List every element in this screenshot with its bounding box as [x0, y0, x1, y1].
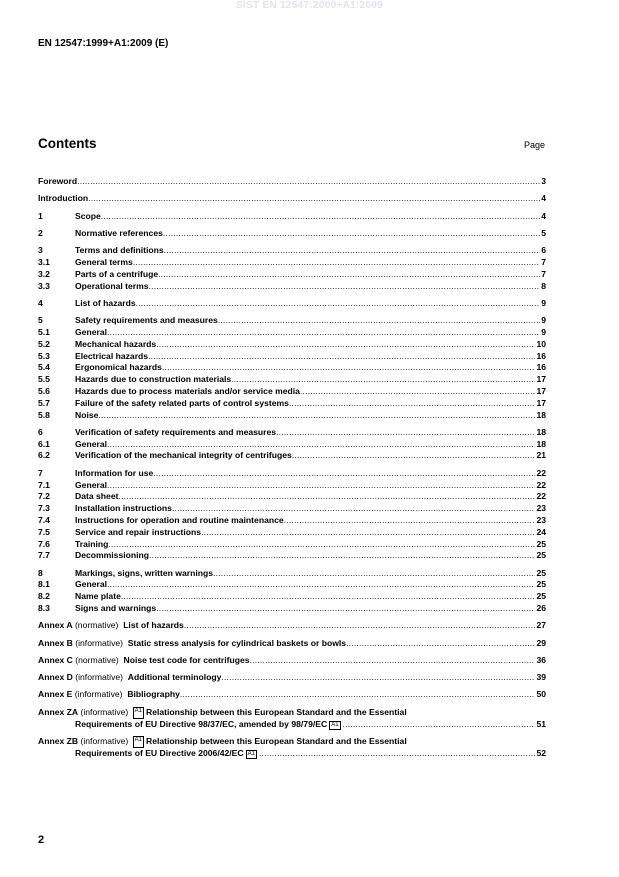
dot-leader: [107, 579, 535, 591]
dot-leader: [107, 480, 535, 492]
toc-page-number: 21: [536, 450, 546, 461]
toc-entry[interactable]: [38, 468, 546, 480]
annex-kind: (informative): [75, 672, 124, 683]
toc-clause-title: General terms: [75, 256, 133, 267]
toc-entry[interactable]: [38, 568, 546, 580]
toc-page-number: 25: [536, 591, 546, 602]
toc-clause-title: Electrical hazards: [75, 350, 149, 361]
annex-label: Annex E: [38, 689, 73, 700]
amendment-start-marker: A1: [133, 707, 144, 719]
toc-clause-number: 8.2: [38, 591, 50, 602]
toc-clause-title: Foreword: [38, 176, 78, 186]
toc-entry[interactable]: [38, 480, 546, 492]
toc-clause-title: Instructions for operation and routine maintenance: [75, 514, 284, 525]
toc-clause-title: Safety requirements and measures: [75, 315, 218, 326]
toc-clause-number: 5.7: [38, 397, 50, 408]
toc-page-number: 23: [536, 514, 546, 525]
document-identifier: EN 12547:1999+A1:2009 (E): [38, 38, 169, 49]
toc-clause-title: Operational terms: [75, 280, 149, 291]
dot-leader: [108, 539, 535, 551]
annex-title: Additional terminology: [127, 672, 222, 683]
toc-clause-number: 7.3: [38, 503, 50, 514]
annex-title-line-1: Relationship between this European Standard and the Essential: [146, 706, 407, 717]
toc-clause-number: 3: [38, 245, 43, 256]
toc-page-number: 18: [536, 426, 546, 437]
toc-clause-title: Service and repair instructions: [75, 526, 202, 537]
contents-heading: Contents: [38, 136, 97, 151]
toc-clause-title: Installation instructions: [75, 503, 172, 514]
annex-title-line-2: Requirements of EU Directive 2006/42/EC: [75, 747, 244, 758]
dot-leader: [158, 269, 540, 281]
toc-page-number: 50: [536, 689, 546, 700]
toc-clause-number: 6.2: [38, 450, 50, 461]
annex-title: List of hazards: [123, 620, 184, 631]
toc-clause-number: 8.3: [38, 603, 50, 613]
toc-page-number: 5: [541, 227, 546, 238]
toc-entry[interactable]: [38, 539, 546, 551]
dot-leader: [292, 450, 536, 462]
toc-entry[interactable]: [38, 398, 546, 410]
toc-page-number: 4: [541, 210, 546, 221]
toc-page-number: 16: [536, 362, 546, 373]
annex-label: Annex ZB: [38, 735, 79, 746]
toc-page-number: 7: [541, 268, 546, 279]
dot-leader: [133, 257, 540, 269]
dot-leader: [276, 427, 535, 439]
annex-kind: (informative): [74, 689, 123, 700]
dot-leader: [149, 281, 541, 293]
dot-leader: [163, 228, 540, 240]
toc-entry-annex[interactable]: [38, 620, 546, 632]
toc-entry[interactable]: [38, 374, 546, 386]
toc-entry[interactable]: [38, 450, 546, 462]
dot-leader: [118, 491, 535, 503]
toc-clause-number: 4: [38, 297, 43, 308]
toc-clause-number: 5.5: [38, 374, 50, 385]
dot-leader: [149, 550, 535, 562]
toc-clause-number: 7.6: [38, 538, 50, 549]
toc-page-number: 3: [541, 176, 546, 186]
toc-page-number: 17: [536, 397, 546, 408]
toc-page-number: 25: [536, 538, 546, 549]
toc-entry[interactable]: [38, 591, 546, 603]
dot-leader: [300, 386, 535, 398]
dot-leader: [213, 568, 535, 580]
toc-annex-list: [38, 620, 546, 701]
toc-clause-number: 5.4: [38, 362, 50, 373]
dot-leader: [107, 439, 535, 451]
toc-entry[interactable]: [38, 281, 546, 293]
toc-entry[interactable]: [38, 427, 546, 439]
toc-entry[interactable]: [38, 228, 546, 240]
toc-page-number: 27: [536, 620, 546, 631]
toc-page-number: 25: [536, 567, 546, 578]
amendment-end-marker: A1: [331, 722, 339, 729]
dot-leader: [180, 689, 536, 701]
toc-entry[interactable]: [38, 386, 546, 398]
annex-kind: (informative): [75, 637, 124, 648]
toc-clause-title: Decommissioning: [75, 550, 150, 561]
toc-page-number: 39: [536, 672, 546, 683]
toc-entry[interactable]: [38, 193, 546, 205]
annex-title: Noise test code for centrifuges: [123, 654, 250, 665]
dot-leader: [284, 515, 536, 527]
toc-entry[interactable]: [38, 603, 546, 615]
toc-clause-title: Ergonomical hazards: [75, 362, 162, 373]
toc-clause-number: 5.2: [38, 338, 50, 349]
toc-clause-number: 3.2: [38, 268, 50, 279]
toc-page-number: 36: [536, 654, 546, 665]
toc-page-number: 8: [541, 280, 546, 291]
dot-leader: [250, 655, 536, 667]
toc-page-number: 24: [536, 526, 546, 537]
toc-clause-title: General: [75, 326, 108, 337]
toc-page-number: 16: [536, 350, 546, 361]
toc-clause-number: 1: [38, 210, 43, 221]
annex-kind: (normative): [74, 620, 119, 631]
toc-clause-number: 3.3: [38, 280, 50, 291]
dot-leader: [346, 638, 535, 650]
toc-clause-number: 5: [38, 315, 43, 326]
toc-clause-number: 7.5: [38, 526, 50, 537]
amendment-start-marker: A1: [133, 736, 144, 748]
dot-leader: [107, 327, 540, 339]
toc-page-number: 18: [536, 409, 546, 420]
toc-clause-title: Normative references: [75, 227, 163, 238]
annex-kind: (informative): [80, 735, 129, 746]
annex-label: Annex B: [38, 637, 73, 648]
toc-page-number: 25: [536, 579, 546, 590]
toc-entry-annex[interactable]: [38, 655, 546, 667]
toc-page-number: 51: [536, 718, 546, 729]
toc-clause-number: 6: [38, 426, 43, 437]
toc-clause-title: Signs and warnings: [75, 603, 157, 613]
toc-page-number: 7: [541, 256, 546, 267]
toc-entry[interactable]: [38, 211, 546, 223]
toc-page-number: 17: [536, 385, 546, 396]
dot-leader: [343, 719, 536, 731]
toc-clause-title: Training: [75, 538, 109, 549]
dot-leader: [289, 398, 535, 410]
dot-leader: [231, 374, 535, 386]
dot-leader: [221, 672, 535, 684]
annex-kind: (informative): [80, 706, 129, 717]
dot-leader: [259, 748, 535, 760]
toc-page-number: 4: [541, 193, 546, 204]
toc-entry[interactable]: [38, 503, 546, 515]
toc-clause-title: Parts of a centrifuge: [75, 268, 159, 279]
toc-entry-annex-za[interactable]: [38, 707, 546, 731]
toc-entry-annex[interactable]: [38, 689, 546, 701]
toc-clause-title: General: [75, 438, 108, 449]
table-of-contents: [38, 176, 546, 759]
toc-entry[interactable]: [38, 315, 546, 327]
toc-page-number: 22: [536, 467, 546, 478]
watermark: SIST EN 12547:2000+A1:2009: [235, 0, 384, 11]
dot-leader: [184, 620, 536, 632]
toc-clause-number: 7.4: [38, 514, 50, 525]
toc-entry[interactable]: [38, 527, 546, 539]
toc-page-number: 25: [536, 550, 546, 561]
page-number: 2: [38, 834, 45, 846]
toc-clause-number: 5.8: [38, 409, 50, 420]
toc-entry[interactable]: [38, 410, 546, 422]
dot-leader: [98, 410, 535, 422]
toc-clause-title: Noise: [75, 409, 99, 420]
annex-title-line-1: Relationship between this European Standard and the Essential: [146, 735, 407, 746]
toc-page-number: 23: [536, 503, 546, 514]
dot-leader: [77, 176, 540, 188]
toc-entry-annex-zb[interactable]: [38, 736, 546, 760]
annex-title-line-2: Requirements of EU Directive 98/37/EC, amended by 98/79/EC: [75, 718, 328, 729]
toc-page-number: 22: [536, 491, 546, 502]
dot-leader: [153, 468, 535, 480]
toc-entry[interactable]: [38, 327, 546, 339]
toc-clause-title: Mechanical hazards: [75, 338, 157, 349]
toc-clause-title: Name plate: [75, 591, 121, 602]
toc-page-number: 9: [541, 297, 546, 308]
toc-page-number: 52: [536, 747, 546, 758]
toc-clause-title: Information for use: [75, 467, 154, 478]
toc-page-number: 18: [536, 438, 546, 449]
toc-clause-number: 2: [38, 227, 43, 238]
toc-clause-number: 6.1: [38, 438, 50, 449]
toc-clause-title: Terms and definitions: [75, 245, 164, 256]
toc-entry[interactable]: [38, 269, 546, 281]
annex-label: Annex ZA: [38, 706, 79, 717]
annex-label: Annex D: [38, 672, 73, 683]
toc-clause-title: List of hazards: [75, 297, 136, 308]
toc-page-number: 6: [541, 245, 546, 256]
dot-leader: [156, 603, 535, 615]
toc-clause-number: 7: [38, 467, 43, 478]
dot-leader: [201, 527, 535, 539]
dot-leader: [218, 315, 540, 327]
toc-page-number: 29: [536, 637, 546, 648]
toc-clause-number: 7.2: [38, 491, 50, 502]
dot-leader: [148, 351, 535, 363]
toc-entry[interactable]: [38, 257, 546, 269]
toc-clause-title: Failure of the safety related parts of control systems: [75, 397, 289, 408]
toc-clause-title: Data sheet: [75, 491, 119, 502]
dot-leader: [136, 298, 541, 310]
toc-clause-title: General: [75, 579, 108, 590]
annex-kind: (normative): [75, 654, 119, 665]
toc-entry[interactable]: [38, 550, 546, 562]
page-column-label: Page: [523, 140, 545, 150]
toc-entry-annex[interactable]: [38, 672, 546, 684]
toc-clause-list: [38, 176, 546, 615]
toc-clause-number: 3.1: [38, 256, 50, 267]
dot-leader: [101, 211, 540, 223]
toc-page-number: 26: [536, 603, 546, 613]
toc-clause-title: Verification of the mechanical integrity of centrifuges: [75, 450, 292, 461]
toc-clause-title: Markings, signs, written warnings: [75, 567, 214, 578]
toc-clause-number: 5.6: [38, 385, 50, 396]
toc-page-number: 10: [536, 338, 546, 349]
toc-clause-number: 7.7: [38, 550, 50, 561]
toc-entry[interactable]: [38, 245, 546, 257]
annex-title: Static stress analysis for cylindrical baskets or bowls: [127, 637, 347, 648]
toc-clause-title: Introduction: [38, 193, 89, 204]
dot-leader: [88, 193, 540, 205]
toc-page-number: 9: [541, 315, 546, 326]
toc-entry[interactable]: [38, 515, 546, 527]
toc-clause-number: 8.1: [38, 579, 50, 590]
toc-page-number: 22: [536, 479, 546, 490]
toc-entry[interactable]: [38, 439, 546, 451]
dot-leader: [172, 503, 536, 515]
toc-entry[interactable]: [38, 298, 546, 310]
toc-clause-title: Hazards due to construction materials: [75, 374, 232, 385]
annex-label: Annex C: [38, 654, 73, 665]
toc-page-number: 17: [536, 374, 546, 385]
toc-entry[interactable]: [38, 362, 546, 374]
amendment-end-marker: A1: [247, 751, 255, 758]
toc-entry[interactable]: [38, 339, 546, 351]
toc-clause-title: Scope: [75, 210, 101, 221]
annex-label: Annex A: [38, 620, 73, 631]
toc-clause-number: 7.1: [38, 479, 50, 490]
toc-entry[interactable]: [38, 351, 546, 363]
toc-page-number: 9: [541, 326, 546, 337]
toc-entry[interactable]: [38, 579, 546, 591]
annex-title: Bibliography: [127, 689, 180, 700]
toc-clause-title: General: [75, 479, 108, 490]
dot-leader: [162, 362, 536, 374]
toc-clause-number: 5.3: [38, 350, 50, 361]
dot-leader: [121, 591, 536, 603]
dot-leader: [156, 339, 535, 351]
toc-entry[interactable]: [38, 491, 546, 503]
toc-entry[interactable]: [38, 176, 546, 188]
toc-clause-title: Verification of safety requirements and measures: [75, 426, 277, 437]
toc-clause-title: Hazards due to process materials and/or service media: [75, 385, 300, 396]
toc-clause-number: 5.1: [38, 326, 50, 337]
toc-entry-annex[interactable]: [38, 638, 546, 650]
toc-clause-number: 8: [38, 567, 43, 578]
dot-leader: [164, 245, 541, 257]
